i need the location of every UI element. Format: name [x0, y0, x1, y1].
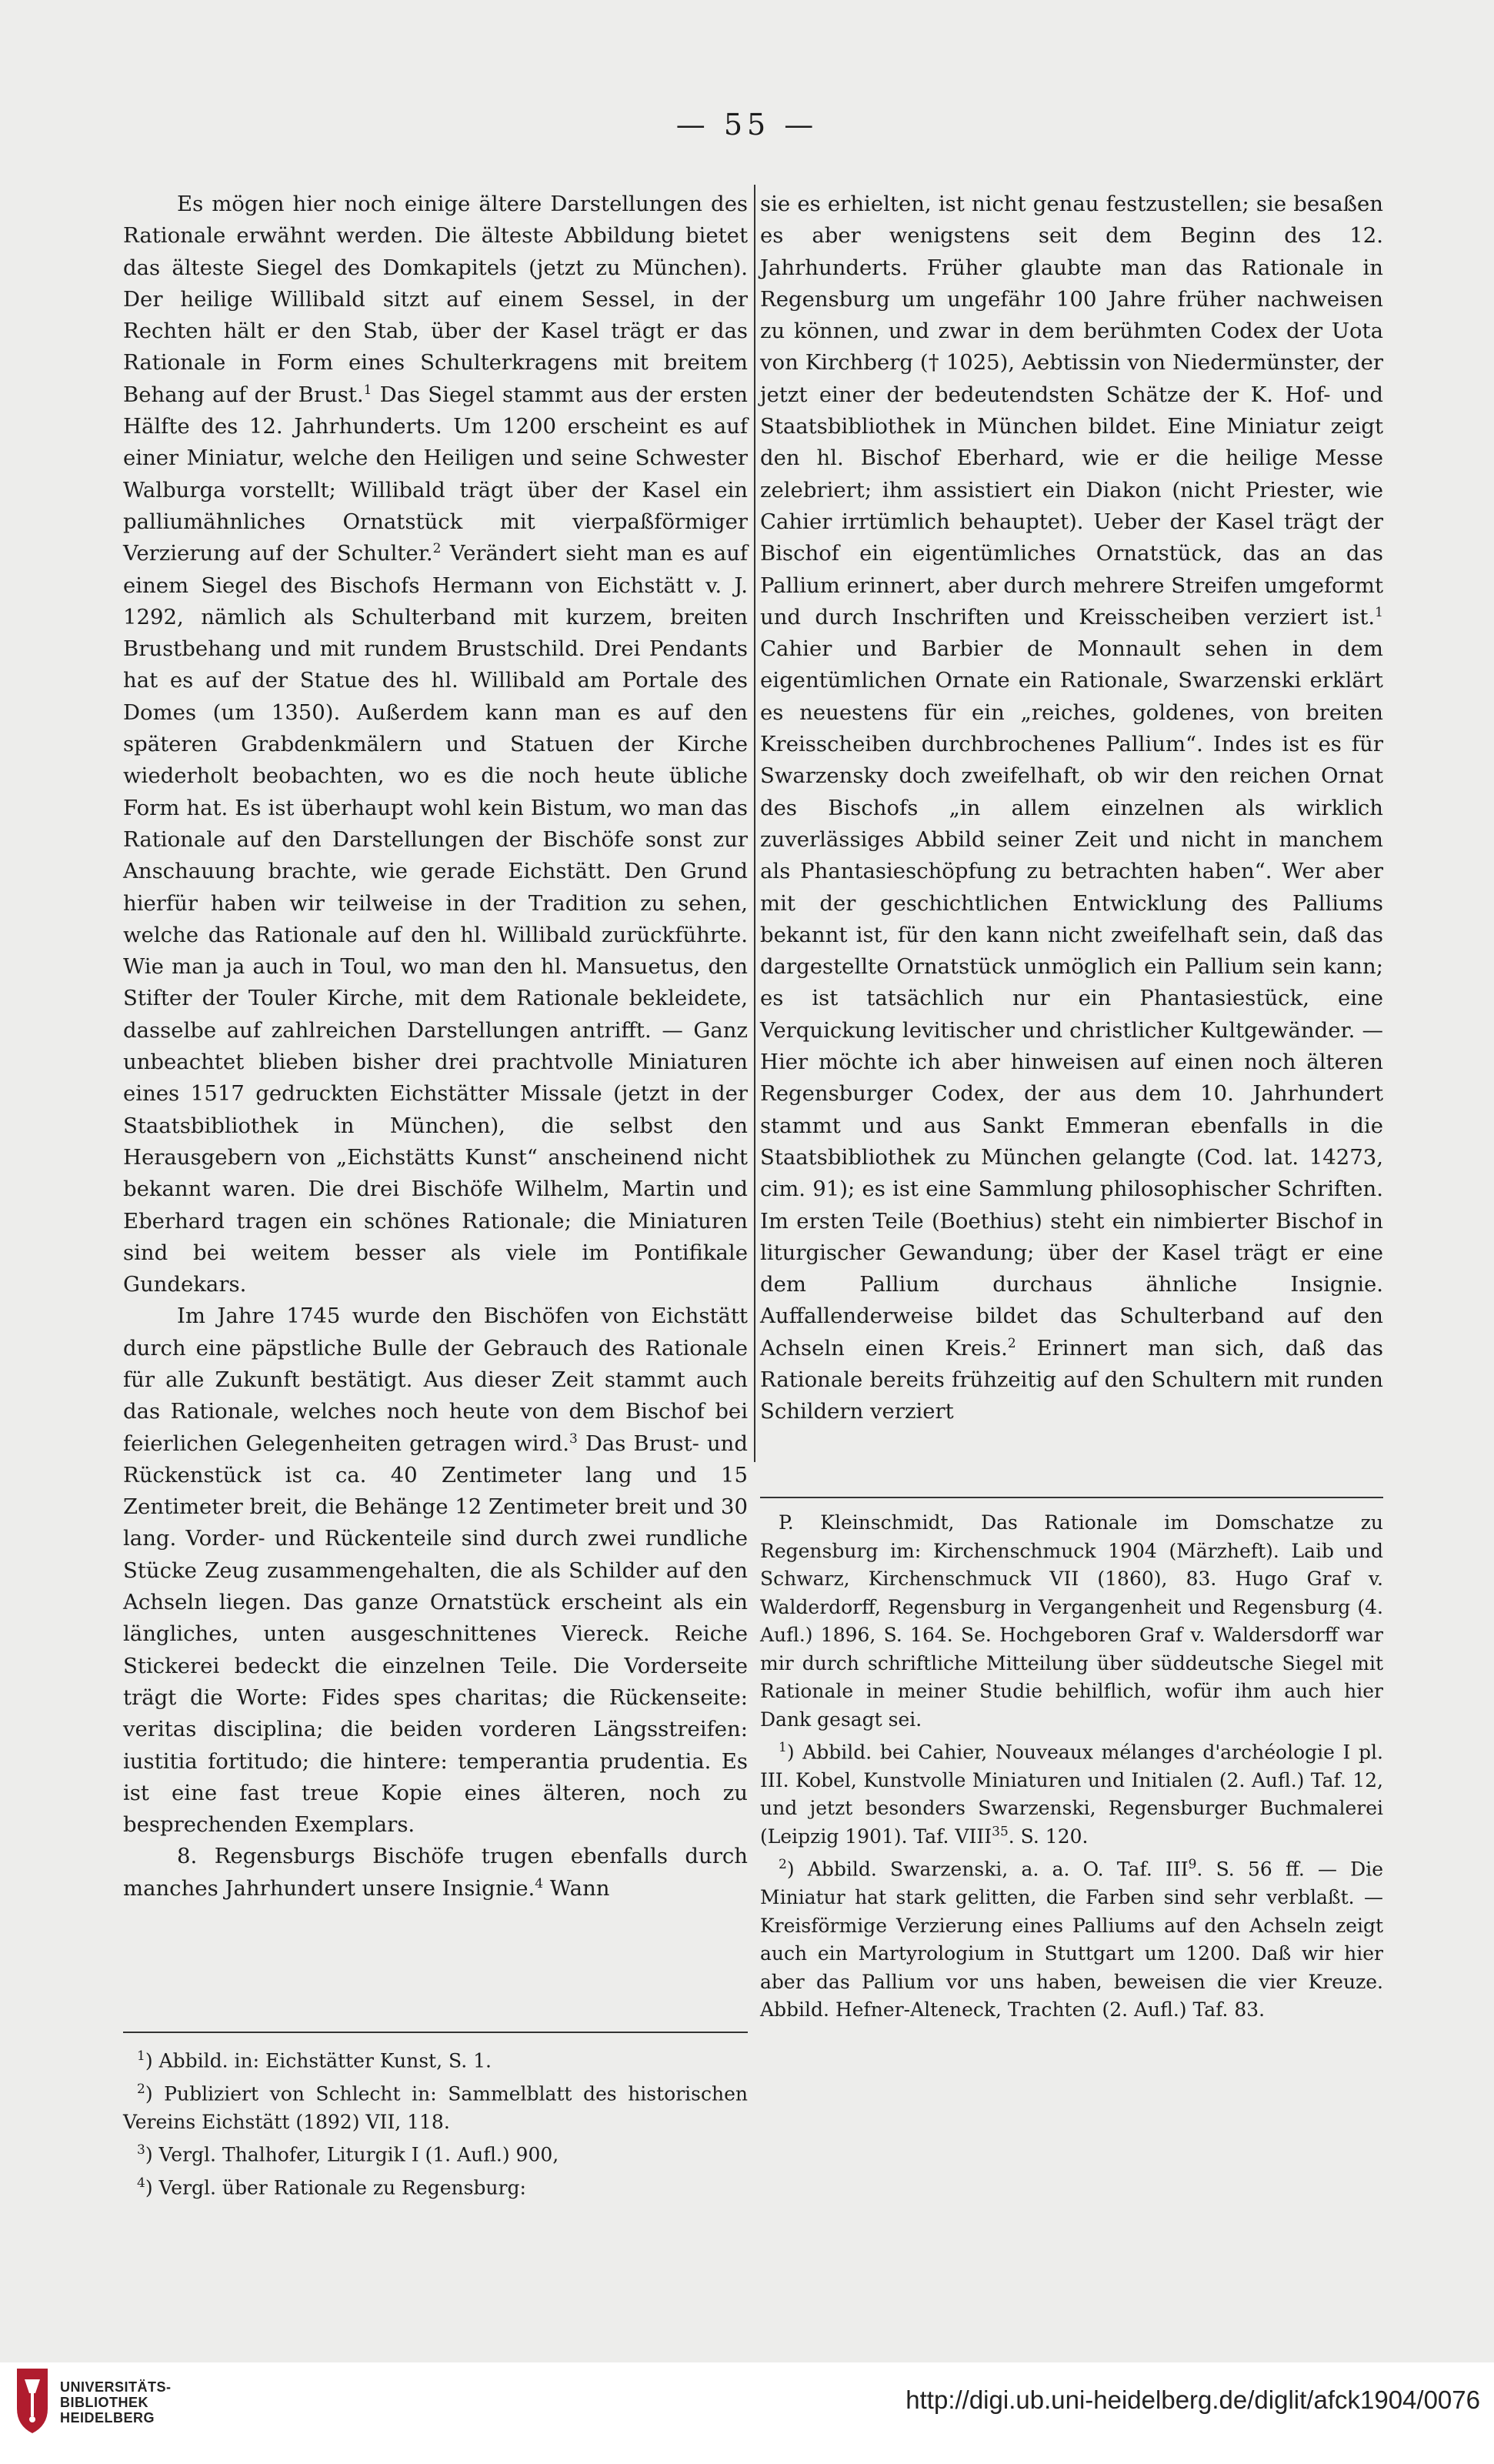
footnote-number: 2 — [137, 2081, 145, 2097]
superscript: 35 — [992, 1824, 1009, 1840]
paragraph-text: Erinnert man sich, daß das Rationale bereits frühzeitig auf den Schultern mit runden Schildern verziert — [760, 1335, 1383, 1424]
footnotes-right — [760, 1497, 1383, 2025]
column-divider — [754, 185, 755, 1462]
footnote-text: Abbild. in: Eichstätter Kunst, S. 1. — [158, 2049, 492, 2072]
library-name-line: UNIVERSITÄTS- — [60, 2379, 172, 2395]
source-url-link[interactable]: http://digi.ub.uni-heidelberg.de/diglit/afck1904/0076 — [905, 2386, 1480, 2414]
paragraph-text: Im Jahre 1745 wurde den Bischöfen von Eichstätt durch eine päpstliche Bulle der Gebrauch des Rationale für alle Zukunft bestätigt. Aus dieser Zeit stammt auch das Rationale, welches noch heute von dem Bischof bei feierlichen Gelegenheiten getragen wird. — [123, 1304, 748, 1456]
footnote-text: Abbild. bei Cahier, Nouveaux mélanges d'archéologie I pl. III. Kobel, Kunstvolle Miniaturen und Initialen (2. Aufl.) Taf. 12, und jetzt besonders Swarzenski, Regensburger Buchmalerei (Leipzig 1901). Taf. VIII — [760, 1741, 1383, 1848]
footnote-text: Abbild. Swarzenski, a. a. O. Taf. III — [807, 1858, 1189, 1881]
library-name — [60, 2379, 172, 2426]
library-name-line: BIBLIOTHEK — [60, 2395, 148, 2410]
footnote-marker: 3 — [569, 1431, 578, 1447]
paragraph-text: 8. Regensburgs Bischöfe trugen ebenfalls durch manches Jahrhundert unsere Insignie. — [123, 1844, 748, 1901]
paragraph-text: Verändert sieht man es auf einem Siegel des Bischofs Hermann von Eichstätt v. J. 1292, nämlich als Schulterband mit kurzem, breiten Brustbehang und mit rundem Brustschild. Drei Pendants hat es auf der Statue des hl. Willibald am Portale des Domes (um 1350). Außerdem kann man es auf den späteren Grabdenkmälern und Statuen der Kirche wiederholt beobachten, wo es die noch heute übliche Form hat. Es ist überhaupt wohl kein Bistum, wo man das Rationale auf den Darstellungen der Bischöfe sonst zur Anschauung brachte, wie gerade Eichstätt. Den Grund hierfür haben wir teilweise in der Tradition zu sehen, welche das Rationale auf den hl. Willibald zurückführte. Wie man ja auch in Toul, wo man den hl. Mansuetus, den Stifter der Touler Kirche, mit dem Rationale bekleidete, dasselbe auf zahlreichen Darstellungen antrifft. — Ganz unbeachtet blieben bisher drei prachtvolle Miniaturen eines 1517 gedruckten Eichstätter Missale (jetzt in der Staatsbibliothek in München), die selbst den Herausgebern von „Eichstätts Kunst“ anscheinend nicht bekannt waren. Die drei Bischöfe Wilhelm, Martin und Eberhard tragen ein schönes Rationale; die Miniaturen sind bei weitem besser als viele im Pontifikale Gundekars. — [123, 541, 748, 1297]
paragraph — [123, 1300, 748, 1841]
footnote-continuation — [760, 1509, 1383, 1734]
footnote: $^3$) Vergl. Thalhofer, Liturgik I (1. Aufl.) 900, — [137, 2142, 559, 2166]
footnote: $^1$) Abbild. bei Cahier, Nouveaux mélanges d'archéologie I pl. III. Kobel, Kunstvolle Miniaturen und Initialen (2. Aufl.) Taf. 12, und jetzt besonders Swarzenski, Regensburger Buchmalerei (Leipzig 1901). Taf. VIII$^{35}$. S. 120. — [760, 1740, 1383, 1848]
paragraph-text: Es mögen hier noch einige ältere Darstellungen des Rationale erwähnt werden. Die älteste Abbildung bietet das älteste Siegel des Domkapitels (jetzt zu München). Der heilige Willibald sitzt auf einem Sessel, in der Rechten hält er den Stab, über der Kasel trägt er das Rationale in Form eines Schulterkragens mit breitem Behang auf der Brust. — [123, 192, 748, 407]
footnote-text: Publiziert von Schlecht in: Sammelblatt des historischen Vereins Eichstätt (1892) VII, 118. — [123, 2082, 748, 2133]
footnote: $^2$) Publiziert von Schlecht in: Sammelblatt des historischen Vereins Eichstätt (1892) VII, 118. — [123, 2081, 748, 2133]
library-name-line: HEIDELBERG — [60, 2410, 155, 2426]
paragraph — [123, 1841, 748, 1905]
footnote-text: Vergl. über Rationale zu Regensburg: — [158, 2176, 526, 2199]
footnote-number: 2 — [779, 1857, 787, 1873]
footnotes-left — [123, 2032, 748, 2202]
footnote: $^4$) Vergl. über Rationale zu Regensburg: — [137, 2175, 526, 2199]
footnote-marker: 1 — [363, 382, 372, 398]
paragraph-text: Cahier und Barbier de Monnault sehen in dem eigentümlichen Ornate ein Rationale, Swarzenski erklärt es neuestens für ein „reiches, goldenes, von breiten Kreisscheiben durchbrochenes Pallium“. Indes ist es für Swarzensky doch zweifelhaft, ob wir den reichen Ornat des Bischofs „in allem einzelnen als wirklich zuverlässiges Abbild seiner Zeit und nicht in manchem als Phantasieschöpfung zu betrachten haben“. Wer aber mit der geschichtlichen Entwicklung des Palliums bekannt ist, für den kann nicht zweifelhaft sein, daß das dargestellte Ornatstück unmöglich ein Pallium sein kann; es ist tatsächlich nur ein Phantasiestück, eine Verquickung levitischer und christlicher Kultgewänder. — Hier möchte ich aber hinweisen auf einen noch älteren Regensburger Codex, der aus dem 10. Jahrhundert stammt und aus Sankt Emmeran ebenfalls in die Staatsbibliothek zu München gelangte (Cod. lat. 14273, cim. 91); es ist eine Sammlung philosophischer Schriften. Im ersten Teile (Boethius) steht ein nimbierter Bischof in liturgischer Gewandung; über der Kasel trägt er eine dem Pallium durchaus ähnliche Insignie. Auffallenderweise bildet das Schulterband auf den Achseln einen Kreis. — [760, 636, 1383, 1361]
footnote-number: 4 — [137, 2175, 145, 2191]
paragraph-text: Das Siegel stammt aus der ersten Hälfte des 12. Jahrhunderts. Um 1200 erscheint es auf einer Miniatur, welche den Heiligen und seine Schwester Walburga vorstellt; Willibald trägt über der Kasel ein palliumähnliches Ornatstück mit vierpaßförmiger Verzierung auf der Schulter. — [123, 382, 748, 566]
footnote-text: P. Kleinschmidt, Das Rationale im Domschatze zu Regensburg im: Kirchenschmuck 1904 (Märzheft). Laib und Schwarz, Kirchenschmuck VII (1860), 83. Hugo Graf v. Walderdorff, Regensburg in Vergangenheit und Regensburg (4. Aufl.) 1896, S. 164. Se. Hochgeboren Graf v. Waldersdorff war mir durch schriftliche Mitteilung über süddeutsche Siegel mit Rationale in meiner Studie behilflich, wofür ihm auch hier Dank gesagt sei. — [760, 1511, 1383, 1731]
footnote-marker: 4 — [535, 1875, 544, 1891]
footnote: $^2$) Abbild. Swarzenski, a. a. O. Taf. III$^9$. S. 56 ff. — Die Miniatur hat stark gelitten, die Farben sind sehr verblaßt. — Kreisförmige Verzierung eines Palliums auf den Achseln zeigt auch ein Martyrologium in Stuttgart um 1200. Daß wir hier aber das Pallium vor uns haben, beweisen die vier Kreuze. Abbild. Hefner-Alteneck, Trachten (2. Aufl.) Taf. 83. — [760, 1857, 1383, 2022]
left-column — [123, 189, 748, 1905]
paragraph-text: Das Brust- und Rückenstück ist ca. 40 Zentimeter lang und 15 Zentimeter breit, die Behänge 12 Zentimeter breit und 30 lang. Vorder- und Rückenteile sind durch zwei rundliche Stücke Zeug zusammengehalten, die als Schilder auf den Achseln liegen. Das ganze Ornatstück erscheint als ein längliches, unten ausgeschnittenes Viereck. Reiche Stickerei bedeckt die einzelnen Teile. Die Vorderseite trägt die Worte: Fides spes charitas; die Rückenseite: veritas disciplina; die beiden vorderen Längsstreifen: iustitia fortitudo; die hintere: temperantia prudentia. Es ist eine fast treue Kopie eines älteren, noch zu besprechenden Exemplars. — [123, 1431, 748, 1838]
footnote-text: . S. 120. — [1008, 1825, 1089, 1848]
footnote-marker: 1 — [1375, 604, 1383, 620]
footnote-text: Vergl. Thalhofer, Liturgik I (1. Aufl.) 900, — [158, 2143, 559, 2166]
paragraph — [760, 189, 1383, 1428]
paragraph-text: sie es erhielten, ist nicht genau festzustellen; sie besaßen es aber wenigstens seit dem Beginn des 12. Jahrhunderts. Früher glaubte man das Rationale in Regensburg um ungefähr 100 Jahre früher nachweisen zu können, und zwar in dem berühmten Codex der Uota von Kirchberg († 1025), Aebtissin von Niedermünster, der jetzt einer der bedeutendsten Schätze der K. Hof- und Staatsbibliothek in München bildet. Eine Miniatur zeigt den hl. Bischof Eberhard, wie er die heilige Messe zelebriert; ihm assistiert ein Diakon (nicht Priester, wie Cahier irrtümlich behauptet). Ueber der Kasel trägt der Bischof ein eigentümliches Ornatstück, das an das Pallium erinnert, aber durch mehrere Streifen umgeformt und durch Inschriften und Kreisscheiben verziert ist. — [760, 192, 1383, 629]
footnote-marker: 2 — [432, 541, 442, 557]
paragraph-text: Wann — [543, 1875, 610, 1901]
footnote: $^1$) Abbild. in: Eichstätter Kunst, S. 1. — [137, 2048, 492, 2072]
footnote-text: . S. 56 ff. — Die Miniatur hat stark gelitten, die Farben sind sehr verblaßt. — Kreisförmige Verzierung eines Palliums auf den Achseln zeigt auch ein Martyrologium in Stuttgart um 1200. Daß wir hier aber das Pallium vor uns haben, beweisen die vier Kreuze. Abbild. Hefner-Alteneck, Trachten (2. Aufl.) Taf. 83. — [760, 1858, 1383, 2022]
university-seal-icon — [14, 2369, 51, 2433]
paragraph — [123, 189, 748, 1300]
footnote-number: 3 — [137, 2142, 145, 2159]
footnote-number: 1 — [137, 2048, 145, 2064]
footnote-marker: 2 — [1007, 1335, 1016, 1351]
page-number: — 55 — — [675, 108, 819, 142]
right-column — [760, 189, 1383, 1428]
footnote-number: 1 — [779, 1740, 787, 1755]
superscript: 9 — [1188, 1857, 1197, 1873]
